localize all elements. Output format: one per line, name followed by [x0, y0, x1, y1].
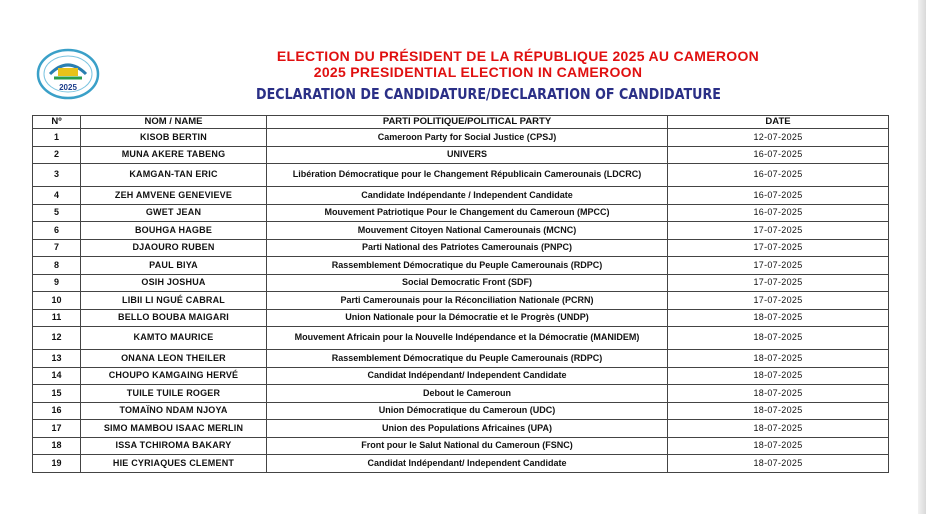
candidate-party: Candidate Indépendante / Independent Candidate — [267, 187, 668, 205]
candidate-date: 12-07-2025 — [668, 129, 889, 147]
candidate-name: KISOB BERTIN — [81, 129, 267, 147]
candidate-number: 6 — [33, 222, 81, 240]
candidate-name: PAUL BIYA — [81, 257, 267, 275]
table-row — [33, 222, 889, 240]
candidate-date: 17-07-2025 — [668, 222, 889, 240]
candidate-party: Debout le Cameroun — [267, 385, 668, 403]
candidate-date: 17-07-2025 — [668, 274, 889, 292]
table-row — [33, 327, 889, 350]
candidate-party: Parti National des Patriotes Camerounais (PNPC) — [267, 239, 668, 257]
candidate-party: Mouvement Africain pour la Nouvelle Indépendance et la Démocratie (MANIDEM) — [267, 327, 668, 350]
candidate-date: 16-07-2025 — [668, 164, 889, 187]
candidate-name: KAMGAN-TAN ERIC — [81, 164, 267, 187]
column-header-date: DATE — [668, 116, 889, 129]
table-row — [33, 455, 889, 473]
column-header-party: PARTI POLITIQUE/POLITICAL PARTY — [267, 116, 668, 129]
candidate-party: Mouvement Citoyen National Camerounais (MCNC) — [267, 222, 668, 240]
table-row — [33, 129, 889, 147]
candidate-name: LIBII LI NGUÉ CABRAL — [81, 292, 267, 310]
candidate-name: BOUHGA HAGBE — [81, 222, 267, 240]
candidate-name: BELLO BOUBA MAIGARI — [81, 309, 267, 327]
table-row — [33, 309, 889, 327]
candidate-name: OSIH JOSHUA — [81, 274, 267, 292]
candidate-number: 19 — [33, 455, 81, 473]
candidate-number: 12 — [33, 327, 81, 350]
table-row — [33, 239, 889, 257]
candidate-number: 10 — [33, 292, 81, 310]
candidate-name: HIE CYRIAQUES CLEMENT — [81, 455, 267, 473]
candidate-date: 18-07-2025 — [668, 367, 889, 385]
candidate-number: 15 — [33, 385, 81, 403]
candidate-date: 16-07-2025 — [668, 146, 889, 164]
candidate-number: 5 — [33, 204, 81, 222]
candidate-number: 7 — [33, 239, 81, 257]
table-row — [33, 187, 889, 205]
candidate-number: 14 — [33, 367, 81, 385]
candidate-party: Candidat Indépendant/ Independent Candidate — [267, 367, 668, 385]
candidate-date: 18-07-2025 — [668, 437, 889, 455]
candidate-number: 1 — [33, 129, 81, 147]
candidate-date: 18-07-2025 — [668, 455, 889, 473]
candidate-date: 16-07-2025 — [668, 204, 889, 222]
candidate-date: 18-07-2025 — [668, 385, 889, 403]
candidate-number: 11 — [33, 309, 81, 327]
title-english: 2025 PRESIDENTIAL ELECTION IN CAMEROON — [313, 64, 643, 80]
candidate-number: 2 — [33, 146, 81, 164]
document-header — [0, 48, 926, 104]
candidates-table — [32, 115, 889, 473]
candidate-name: ZEH AMVENE GENEVIEVE — [81, 187, 267, 205]
table-row — [33, 292, 889, 310]
candidate-date: 17-07-2025 — [668, 257, 889, 275]
candidate-date: 17-07-2025 — [668, 292, 889, 310]
candidate-name: SIMO MAMBOU ISAAC MERLIN — [81, 420, 267, 438]
column-header-name: NOM / NAME — [81, 116, 267, 129]
candidate-date: 18-07-2025 — [668, 327, 889, 350]
candidate-name: KAMTO MAURICE — [81, 327, 267, 350]
svg-text:2025: 2025 — [59, 83, 77, 92]
table-row — [33, 204, 889, 222]
candidate-party: Rassemblement Démocratique du Peuple Camerounais (RDPC) — [267, 257, 668, 275]
candidate-date: 16-07-2025 — [668, 187, 889, 205]
candidate-date: 18-07-2025 — [668, 350, 889, 368]
column-header-number: Nº — [33, 116, 81, 129]
candidate-number: 9 — [33, 274, 81, 292]
candidate-name: TUILE TUILE ROGER — [81, 385, 267, 403]
table-header-row — [33, 116, 889, 129]
table-row — [33, 367, 889, 385]
candidate-number: 8 — [33, 257, 81, 275]
candidate-number: 18 — [33, 437, 81, 455]
candidate-party: Rassemblement Démocratique du Peuple Camerounais (RDPC) — [267, 350, 668, 368]
candidate-party: Cameroon Party for Social Justice (CPSJ) — [267, 129, 668, 147]
candidate-number: 4 — [33, 187, 81, 205]
title-french: ELECTION DU PRÉSIDENT DE LA RÉPUBLIQUE 2025 AU CAMEROON — [276, 48, 760, 64]
candidate-party: Front pour le Salut National du Cameroun (FSNC) — [267, 437, 668, 455]
table-row — [33, 385, 889, 403]
candidate-name: TOMAÏNO NDAM NJOYA — [81, 402, 267, 420]
candidate-name: ONANA LEON THEILER — [81, 350, 267, 368]
candidate-party: Libération Démocratique pour le Changement Républicain Camerounais (LDCRC) — [267, 164, 668, 187]
table-row — [33, 420, 889, 438]
table-row — [33, 402, 889, 420]
candidate-party: Union des Populations Africaines (UPA) — [267, 420, 668, 438]
candidate-party: Social Democratic Front (SDF) — [267, 274, 668, 292]
candidate-date: 18-07-2025 — [668, 402, 889, 420]
table-row — [33, 437, 889, 455]
candidate-date: 18-07-2025 — [668, 309, 889, 327]
table-row — [33, 257, 889, 275]
candidate-party: UNIVERS — [267, 146, 668, 164]
candidate-number: 3 — [33, 164, 81, 187]
table-row — [33, 164, 889, 187]
candidate-party: Parti Camerounais pour la Réconciliation Nationale (PCRN) — [267, 292, 668, 310]
candidate-number: 17 — [33, 420, 81, 438]
candidate-name: ISSA TCHIROMA BAKARY — [81, 437, 267, 455]
candidate-number: 13 — [33, 350, 81, 368]
candidate-date: 17-07-2025 — [668, 239, 889, 257]
candidate-name: CHOUPO KAMGAING HERVÉ — [81, 367, 267, 385]
candidate-number: 16 — [33, 402, 81, 420]
table-row — [33, 350, 889, 368]
candidate-party: Mouvement Patriotique Pour le Changement du Cameroun (MPCC) — [267, 204, 668, 222]
table-row — [33, 274, 889, 292]
table-row — [33, 146, 889, 164]
candidate-name: GWET JEAN — [81, 204, 267, 222]
candidate-party: Union Nationale pour la Démocratie et le Progrès (UNDP) — [267, 309, 668, 327]
candidate-date: 18-07-2025 — [668, 420, 889, 438]
candidate-name: MUNA AKERE TABENG — [81, 146, 267, 164]
candidate-name: DJAOURO RUBEN — [81, 239, 267, 257]
document-subtitle: DECLARATION DE CANDIDATURE/DECLARATION OF CANDIDATURE — [255, 85, 721, 103]
candidate-party: Union Démocratique du Cameroun (UDC) — [267, 402, 668, 420]
candidate-party: Candidat Indépendant/ Independent Candidate — [267, 455, 668, 473]
